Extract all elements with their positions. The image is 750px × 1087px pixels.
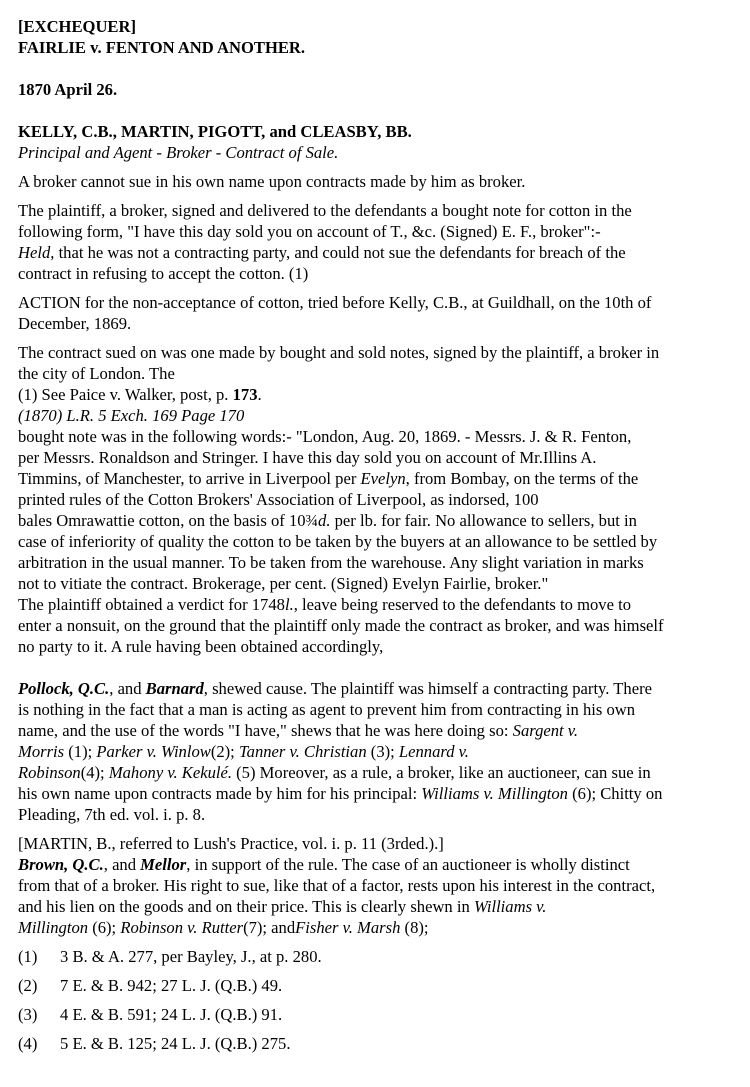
argument-paragraph-2: Brown, Q.C., and Mellor, in support of the rule. The case of an auctioneer is wholly distinct from that of a broker. His right to sue, like that of a factor, rests upon his interest in the contract, and his lien on the goods and on their price. This is clearly shewn in Williams v. Millington (6); Robinson v. Rutter(7); andFisher v. Marsh (8);: [18, 855, 656, 937]
case-date: 1870 April 26.: [18, 80, 118, 99]
footnote-item: (2) 7 E. & B. 942; 27 L. J. (Q.B.) 49.: [18, 976, 283, 995]
report-page-reference: (1870) L.R. 5 Exch. 169 Page 170: [18, 406, 245, 425]
footnote-item: (3) 4 E. & B. 591; 24 L. J. (Q.B.) 91.: [18, 1005, 283, 1024]
argument-paragraph-1: Pollock, Q.C., and Barnard, shewed cause. The plaintiff was himself a contracting party. There is nothing in the fact that a man is acting as agent to prevent him from contracting in his own name, and the use of the words "I have," shews that he was here doing so: Sargent v. Morris (1); Parker v. Winlow(2); Tanner v. Christian (3); Lennard v. Robinson(4); Mahony v. Kekulé. (5) Moreover, as a rule, a broker, like an auctioneer, can sue in his own name upon contracts made by him for his principal: Williams v. Millington (6); Chitty on Pleading, 7th ed. vol. i. p. 8.: [18, 679, 663, 824]
counsel-name: Barnard: [145, 679, 204, 698]
counsel-name: Pollock, Q.C.: [18, 679, 110, 698]
footnote-reference: (1) See Paice v. Walker, post, p. 173.: [18, 385, 262, 404]
footnote-item: (1) 3 B. & A. 277, per Bayley, J., at p. 280.: [18, 947, 322, 966]
action-paragraph: ACTION for the non-acceptance of cotton, tried before Kelly, C.B., at Guildhall, on the 10th of December, 1869.: [18, 293, 652, 333]
contract-paragraph: The contract sued on was one made by bought and sold notes, signed by the plaintiff, a broker in the city of London. The (1) See Paice v. Walker, post, p. 173. (1870) L.R. 5 Exch. 169 Page 170 bought note was in the following words:- "London, Aug. 20, 1869. - Messrs. J. & R. Fenton, per Messrs. Ronaldson and Stringer. I have this day sold you on account of Mr.Illins A. Timmins, of Manchester, to arrive in Liverpool per Evelyn, from Bombay, on the terms of the printed rules of the Cotton Brokers' Association of Liverpool, as indorsed, 100 bales Omrawattie cotton, on the basis of 10¾d. per lb. for fair. No allowance to sellers, but in case of inferiority of quality the cotton to be taken by the buyers at an allowance to be settled by arbitration in the usual manner. To be taken from the warehouse. Any slight variation in marks not to vitiate the contract. Brokerage, per cent. (Signed) Evelyn Fairlie, broker." The plaintiff obtained a verdict for 1748l., leave being reserved to the defendants to move to enter a nonsuit, on the ground that the plaintiff only made the contract as broker, and was himself no party to it. A rule having been obtained accordingly,: [18, 342, 732, 657]
counsel-name: Brown, Q.C.: [18, 855, 104, 874]
counsel-name: Mellor: [140, 855, 187, 874]
footnote-item: (4) 5 E. & B. 125; 24 L. J. (Q.B.) 275.: [18, 1034, 291, 1053]
subject-line: Principal and Agent - Broker - Contract of Sale.: [18, 143, 339, 162]
footnotes: [18, 946, 732, 1055]
holding-paragraph: The plaintiff, a broker, signed and delivered to the defendants a bought note for cotton in the following form, "I have this day sold you on account of T., &c. (Signed) E. F., broker":- Held, that he was not a contracting party, and could not sue the defendants for breach of the contract in refusing to accept the cotton. (1): [18, 201, 632, 283]
interjection: [MARTIN, B., referred to Lush's Practice, vol. i. p. 11 (3rded.).]: [18, 834, 444, 853]
headnote: A broker cannot sue in his own name upon contracts made by him as broker.: [18, 172, 526, 191]
case-title: FAIRLIE v. FENTON AND ANOTHER.: [18, 38, 306, 57]
judges: KELLY, C.B., MARTIN, PIGOTT, and CLEASBY, BB.: [18, 122, 412, 141]
case-header: [18, 16, 732, 58]
court-name: [EXCHEQUER]: [18, 17, 137, 36]
